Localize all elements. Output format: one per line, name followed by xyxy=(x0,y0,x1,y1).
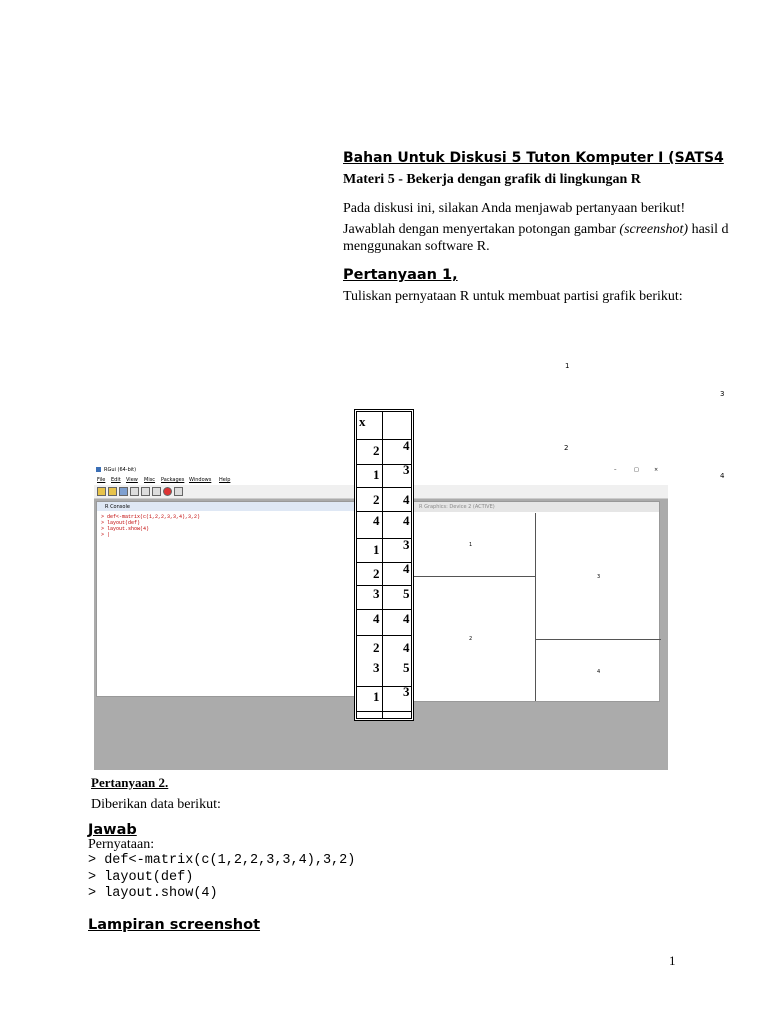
code-line-3: > layout.show(4) xyxy=(88,886,218,901)
code-line-1: > def<-matrix(c(1,2,2,3,3,4),3,2) xyxy=(88,853,356,868)
instruction-emphasis: (screenshot) xyxy=(619,222,689,237)
menu-view[interactable]: View xyxy=(126,477,138,483)
document-title: Bahan Untuk Diskusi 5 Tuton Komputer I (SATS4 xyxy=(343,150,724,166)
table-cell: 4 xyxy=(403,611,410,626)
layout-cell-2: 2 xyxy=(469,636,473,642)
table-cell: 3 xyxy=(403,462,410,477)
table-cell: 1 xyxy=(373,542,380,557)
r-graphics-title-bar xyxy=(413,502,659,512)
print-icon[interactable] xyxy=(174,487,183,496)
table-cell: 2 xyxy=(373,492,380,507)
copy-icon[interactable] xyxy=(130,487,139,496)
intro-paragraph: Pada diskusi ini, silakan Anda menjawab pertanyaan berikut! xyxy=(343,201,686,216)
table-cell: 2 xyxy=(373,640,380,655)
table-cell: 5 xyxy=(403,660,410,675)
table-cell: 2 xyxy=(373,566,380,581)
load-workspace-icon[interactable] xyxy=(108,487,117,496)
instruction-paragraph-line2: menggunakan software R. xyxy=(343,239,490,254)
instruction-text-start: Jawablah dengan menyertakan potongan gambar xyxy=(343,222,620,237)
table-cell: 5 xyxy=(403,586,410,601)
table-cell: 4 xyxy=(403,513,410,528)
layout-divider-vertical xyxy=(535,513,536,701)
console-line-1: > def<-matrix(c(1,2,2,3,3,4),3,2) xyxy=(101,514,201,520)
r-logo-icon xyxy=(96,467,101,472)
table-cell: 3 xyxy=(403,537,410,552)
minimize-button[interactable]: – xyxy=(614,467,617,473)
console-line-3: > layout.show(4) xyxy=(101,526,150,532)
r-console-title: R Console xyxy=(105,504,130,510)
menu-windows[interactable]: Windows xyxy=(189,477,212,483)
table-cell: 4 xyxy=(403,438,410,453)
stop-icon[interactable] xyxy=(163,487,172,496)
question-2-heading: Pertanyaan 2. xyxy=(91,775,169,790)
layout-cell-3: 3 xyxy=(597,574,601,580)
table-cell: 3 xyxy=(373,660,380,675)
page-number: 1 xyxy=(669,953,676,968)
table-header-x: x xyxy=(359,414,366,429)
layout-cell-1: 1 xyxy=(469,542,473,548)
table-cell: 3 xyxy=(403,684,410,699)
table-cell: 3 xyxy=(373,586,380,601)
copy-paste-icon[interactable] xyxy=(152,487,161,496)
rgui-app-title: RGui (64-bit) xyxy=(104,467,137,473)
layout-cell-4: 4 xyxy=(597,669,601,675)
open-script-icon[interactable] xyxy=(97,487,106,496)
layout-divider-right xyxy=(535,639,661,640)
table-cell: 4 xyxy=(373,611,380,626)
maximize-button[interactable]: □ xyxy=(634,467,639,473)
table-cell: 2 xyxy=(373,443,380,458)
document-subtitle: Materi 5 - Bekerja dengan grafik di lingkungan R xyxy=(343,172,641,187)
attachment-heading: Lampiran screenshot xyxy=(88,917,261,933)
close-button[interactable]: × xyxy=(654,467,659,473)
table-cell: 4 xyxy=(403,561,410,576)
question-2-text: Diberikan data berikut: xyxy=(91,797,221,812)
table-cell: 4 xyxy=(403,640,410,655)
menu-file[interactable]: File xyxy=(97,477,106,483)
data-table xyxy=(354,409,414,721)
question-1-text: Tuliskan pernyataan R untuk membuat partisi grafik berikut: xyxy=(343,289,683,304)
partition-label-4: 4 xyxy=(720,472,725,480)
table-cell: 1 xyxy=(373,689,380,704)
partition-label-3: 3 xyxy=(720,390,725,398)
question-1-heading: Pertanyaan 1, xyxy=(343,267,458,283)
paste-icon[interactable] xyxy=(141,487,150,496)
menu-packages[interactable]: Packages xyxy=(161,477,185,483)
answer-heading: Jawab xyxy=(88,822,137,838)
statement-label: Pernyataan: xyxy=(88,837,155,852)
layout-divider-left xyxy=(413,576,535,577)
menu-help[interactable]: Help xyxy=(219,477,231,483)
console-prompt[interactable]: > | xyxy=(101,532,111,538)
instruction-paragraph xyxy=(343,222,729,238)
table-cell: 4 xyxy=(373,513,380,528)
console-line-2: > layout(def) xyxy=(101,520,141,526)
table-cell: 1 xyxy=(373,467,380,482)
r-graphics-window xyxy=(412,501,660,702)
table-cell: 4 xyxy=(403,492,410,507)
partition-label-2: 2 xyxy=(564,444,569,452)
menu-edit[interactable]: Edit xyxy=(111,477,121,483)
r-graphics-title: R Graphics: Device 2 (ACTIVE) xyxy=(419,504,495,510)
save-workspace-icon[interactable] xyxy=(119,487,128,496)
code-line-2: > layout(def) xyxy=(88,870,194,885)
instruction-text-end: hasil d xyxy=(688,222,729,237)
menu-misc[interactable]: Misc xyxy=(144,477,156,483)
partition-label-1: 1 xyxy=(565,362,570,370)
